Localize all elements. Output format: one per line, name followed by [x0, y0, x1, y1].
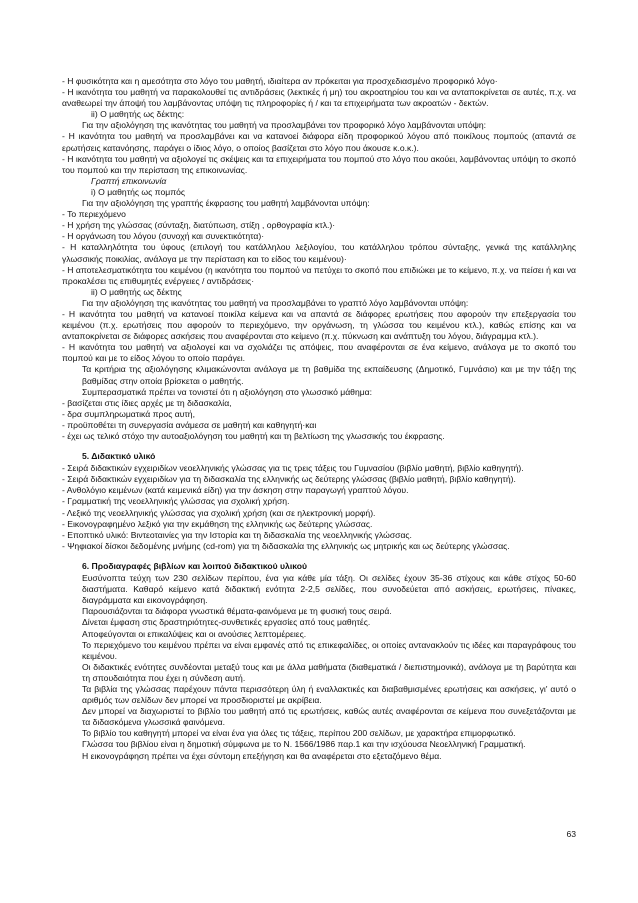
paragraph: Το βιβλίο του καθηγητή μπορεί να είναι ένα για όλες τις τάξεις, περίπου 200 σελίδων, με χαρακτήρα επιμορφωτικό. [82, 728, 516, 739]
teaching-material-list [62, 463, 576, 552]
paragraph: Για την αξιολόγηση της γραπτής έκφρασης του μαθητή λαμβάνονται υπόψη: [82, 198, 370, 209]
paragraph: - Η ικανότητα του μαθητή να προσλαμβάνει και να κατανοεί διάφορα είδη προφορικού λόγου από ποικίλους πομπούς (απαντά σε ερωτήσεις κατανόησης, παράγει ο ίδιος λόγο, ο οποίος βασίζεται στο λόγο που άκουσε κ.ο.κ.). [62, 131, 576, 153]
paragraph: Συμπερασματικά πρέπει να τονιστεί ότι η αξιολόγηση στο γλωσσικό μάθημα: [82, 386, 373, 397]
section-heading-teaching-material: 5. Διδακτικό υλικό [82, 451, 156, 462]
paragraph: - έχει ως τελικό στόχο την αυτοαξιολόγηση του μαθητή και τη βελτίωση της γλωσσικής του έκφρασης. [62, 431, 445, 441]
paragraph: Ευσύνοπτα τεύχη των 230 σελίδων περίπου, ένα για κάθε μία τάξη. Οι σελίδες έχουν 35-36 στίχους και κάθε στίχος 50-60 διαστήματα. Καθαρό κείμενο κατά διδακτική ενότητα 2-2,5 σελίδες, που συνοδεύεται από ασκήσεις, ερωτήσεις, πίνακες, διαγράμματα και εικονογράφηση. [82, 573, 576, 606]
section-heading-book-specifications: 6. Προδιαγραφές βιβλίων και λοιπού διδακτικού υλικού [82, 560, 307, 571]
paragraph: - Γραμματική της νεοελληνικής γλώσσας για σχολική χρήση. [62, 496, 290, 507]
page-number: 63 [566, 829, 576, 839]
evaluation-criteria-section [62, 76, 576, 442]
paragraph: - Η χρήση της γλώσσας (σύνταξη, διατύπωση, στίξη , ορθογραφία κτλ.)· [62, 220, 336, 231]
paragraph: Παρουσιάζονται τα διάφορα γνωστικά θέματα-φαινόμενα με τη φυσική τους σειρά. [82, 606, 392, 617]
paragraph: Γλώσσα του βιβλίου είναι η δημοτική σύμφωνα με το Ν. 1566/1986 παρ.1 και την ισχύουσα Νεοελληνική Γραμματική. [82, 739, 526, 750]
paragraph: Τα κριτήρια της αξιολόγησης κλιμακώνονται ανάλογα με τη βαθμίδα της εκπαίδευσης (Δημοτικό, Γυμνάσιο) και με την τάξη της βαθμίδας στην οποία βρίσκεται ο μαθητής. [82, 364, 576, 386]
paragraph: ii) Ο μαθητής ως δέκτης: [91, 109, 185, 120]
paragraph: - Η ικανότητα του μαθητή να παρακολουθεί τις αντιδράσεις (λεκτικές ή μη) του ακροατηρίου του και να ανταποκρίνεται σε αυτές, π.χ. να αναθεωρεί την άποψή του λαμβάνοντας υπόψη τις πληροφορίες ή / και τα επιχειρήματα των ακροατών - δεκτών. [62, 87, 576, 109]
paragraph: - Η αποτελεσματικότητα του κειμένου (η ικανότητα του πομπού να πετύχει το σκοπό που επιδιώκει με το κείμενο, π.χ. να πείσει ή και να προκαλέσει τις επιθυμητές ενέργειες / αντιδράσεις· [62, 264, 576, 286]
paragraph: - Η οργάνωση του λόγου (συνοχή και συνεκτικότητα)· [62, 231, 265, 242]
paragraph: - Η φυσικότητα και η αμεσότητα στο λόγο του μαθητή, ιδιαίτερα αν πρόκειται για προσχεδιασμένο προφορικό λόγο· [62, 76, 498, 86]
paragraph: - Το περιεχόμενο [62, 209, 126, 220]
document-page [62, 76, 576, 762]
paragraph: Για την αξιολόγηση της ικανότητας του μαθητή να προσλαμβάνει το γραπτό λόγο λαμβάνονται υπόψη: [82, 297, 469, 308]
paragraph: - Ανθολόγιο κειμένων (κατά κειμενικά είδη) για την άσκηση στην παραγωγή γραπτού λόγου. [62, 485, 409, 496]
book-specifications-section [62, 573, 576, 762]
paragraph: Το περιεχόμενο του κειμένου πρέπει να είναι εμφανές από τις επικεφαλίδες, οι οποίες αντανακλούν τις ιδέες και παραγράφους του κειμένου. [82, 639, 576, 661]
paragraph: Δίνεται έμφαση στις δραστηριότητες-συνθετικές εργασίες από τους μαθητές. [82, 617, 371, 628]
paragraph: Για την αξιολόγηση της ικανότητας του μαθητή να προσλαμβάνει τον προφορικό λόγο λαμβάνονται υπόψη: [82, 120, 487, 131]
paragraph: Οι διδακτικές ενότητες συνδέονται μεταξύ τους και με άλλα μαθήματα (διαθεματικά / διεπιστημονικά), ανάλογα με τη βαρύτητα και τη σπουδαιότητα που έχει η σύνδεση αυτή. [82, 661, 576, 683]
paragraph: - Λεξικό της νεοελληνικής γλώσσας για σχολική χρήση (και σε ηλεκτρονική μορφή). [62, 507, 376, 518]
paragraph: - Η ικανότητα του μαθητή να αξιολογεί τις σκέψεις και τα επιχειρήματα του πομπού στο λόγο που ακούει, λαμβάνοντας υπόψη το σκοπό του πομπού και την περίσταση της επικοινωνίας. [62, 153, 576, 175]
paragraph: - Ψηφιακοί δίσκοι δεδομένης μνήμης (cd-rom) για τη διδασκαλία της ελληνικής ως μητρικής και ως δεύτερης γλώσσας. [62, 540, 510, 551]
paragraph: - Η καταλληλότητα του ύφους (επιλογή του κατάλληλου λεξιλογίου, του κατάλληλου τρόπου σύνταξης, γενικά της κατάλληλης γλωσσικής ποικιλίας, ανάλογα με την περίσταση και το είδος του κειμένου)· [62, 242, 576, 264]
paragraph: - Σειρά διδακτικών εγχειριδίων νεοελληνικής γλώσσας για τις τρεις τάξεις του Γυμνασίου (βιβλίο μαθητή, βιβλίο καθηγητή). [62, 463, 524, 474]
paragraph: Δεν μπορεί να διαχωριστεί το βιβλίο του μαθητή από τις ερωτήσεις, καθώς αυτές αναφέρονται σε κείμενα που συνεξετάζονται με τα διδασκόμενα γλωσσικά φαινόμενα. [82, 706, 576, 728]
paragraph: - δρα συμπληρωματικά προς αυτή, [62, 408, 195, 419]
paragraph: - βασίζεται στις ίδιες αρχές με τη διδασκαλία, [62, 397, 232, 408]
paragraph: Η εικονογράφηση πρέπει να έχει σύντομη επεξήγηση και θα αναφέρεται στο εξεταζόμενο θέμα. [82, 750, 442, 761]
paragraph: i) Ο μαθητής ως πομπός [91, 186, 186, 197]
paragraph: Τα βιβλία της γλώσσας παρέχουν πάντα περισσότερη ύλη ή εναλλακτικές και διαβαθμισμένες ερωτήσεις και ασκήσεις, γι' αυτό ο αριθμός των σελίδων δεν μπορεί να προσδιοριστεί με ακρίβεια. [82, 683, 576, 706]
paragraph: - Εικονογραφημένο λεξικό για την εκμάθηση της ελληνικής ως δεύτερης γλώσσας. [62, 518, 373, 529]
paragraph: - Η ικανότητα του μαθητή να κατανοεί ποικίλα κείμενα και να απαντά σε διάφορες ερωτήσεις που αφορούν την επεξεργασία του κειμένου (π.χ. ερωτήσεις που αφορούν το περιεχόμενο, την οργάνωση, τη γλώσσα του κειμένου κτλ.), καθώς επίσης και να ανταποκρίνεται σε διάφορες ασκήσεις που αναφέρονται στο κείμενο (π.χ. πύκνωση και ανάπτυξη του λόγου, διάγραμμα κτλ.). [62, 308, 576, 342]
paragraph: Γραπτή επικοινωνία [91, 175, 167, 186]
paragraph: Αποφεύγονται οι επικαλύψεις και οι ανούσιες λεπτομέρειες. [82, 628, 307, 639]
paragraph: - προϋποθέτει τη συνεργασία ανάμεσα σε μαθητή και καθηγητή·και [62, 419, 317, 430]
paragraph: - Εποπτικό υλικό: Βιντεοταινίες για την Ιστορία και τη διδασκαλία της νεοελληνικής γλώσσας. [62, 529, 412, 540]
paragraph: - Η ικανότητα του μαθητή να αξιολογεί και να σχολιάζει τις απόψεις, που αναφέρονται σε ένα κείμενο, ανάλογα με το σκοπό του πομπού και με το είδος λόγου το οποίο παράγει. [62, 342, 576, 364]
paragraph: - Σειρά διδακτικών εγχειριδίων για τη διδασκαλία της ελληνικής ως δεύτερης γλώσσας (βιβλίο μαθητή, βιβλίο καθηγητή). [62, 474, 516, 485]
paragraph: ii) Ο μαθητής ως δέκτης [91, 286, 182, 297]
